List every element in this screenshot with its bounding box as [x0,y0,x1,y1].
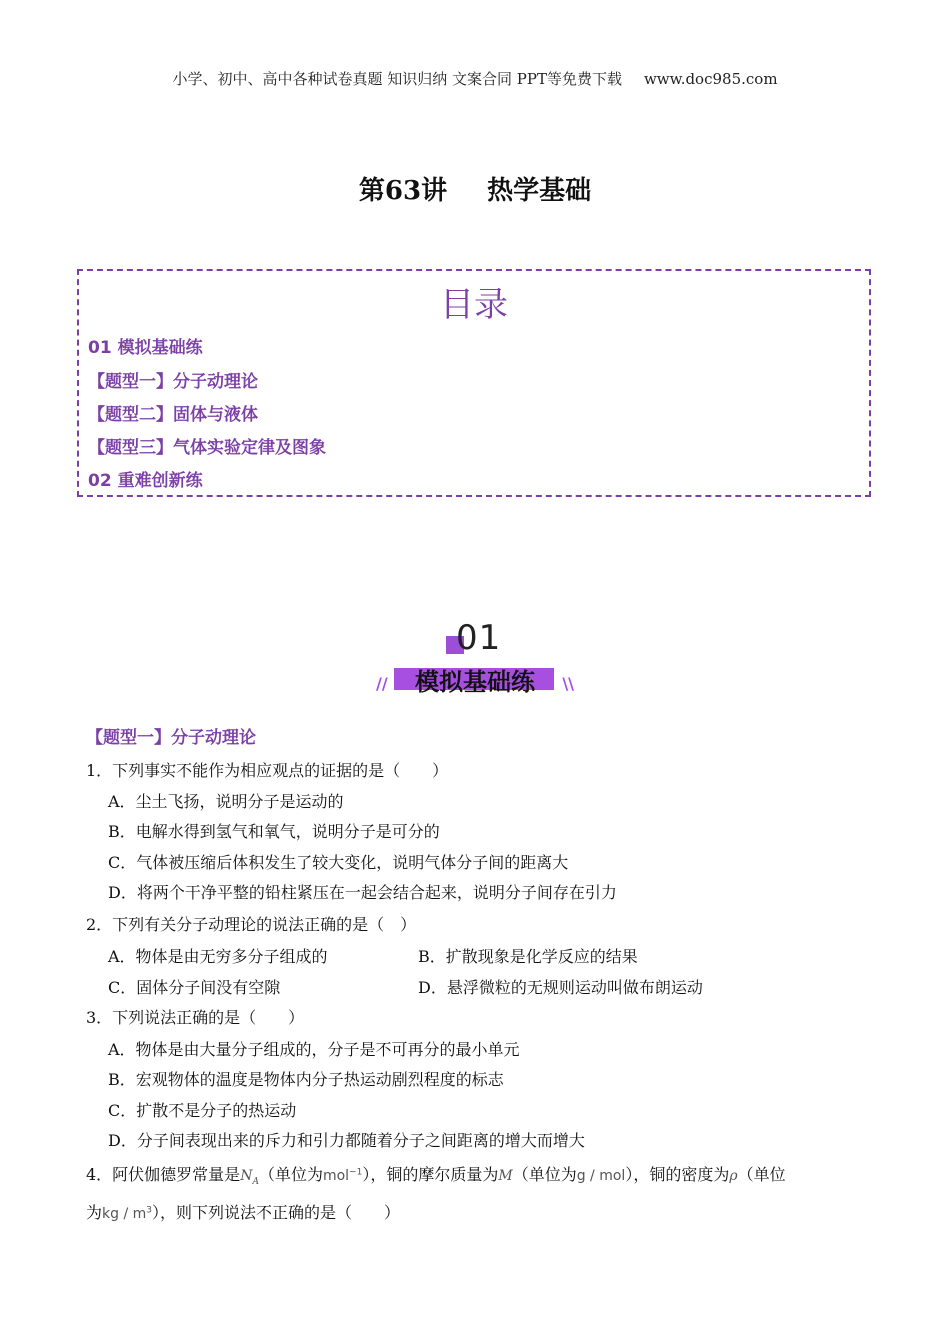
question-2-stem: 2．下列有关分子动理论的说法正确的是（ ） [86,915,417,934]
badge-label: 模拟基础练 [415,668,535,696]
page-header [0,68,950,89]
question-3-option-d: D．分子间表现出来的斥力和引力都随着分子之间距离的增大而增大 [108,1131,585,1150]
question-1-option-b: B．电解水得到氢气和氧气，说明分子是可分的 [108,822,440,841]
unit-mol-inverse: mol$^{-1}$ [322,1167,363,1184]
unit-g-per-mol: g / mol [576,1168,626,1184]
toc-item-type-1[interactable]: 【题型一】分子动理论 [88,372,258,392]
toc-item-type-3[interactable]: 【题型三】气体实验定律及图象 [88,438,326,458]
toc-item-advanced-practice[interactable]: 02 重难创新练 [88,471,203,491]
density-symbol: ρ [729,1168,738,1184]
page-title [0,170,950,207]
question-1-option-c: C．气体被压缩后体积发生了较大变化，说明气体分子间的距离大 [108,853,569,872]
unit-kg-per-m3: kg / $m^3$ [102,1205,152,1222]
question-2-option-a: A．物体是由无穷多分子组成的 [108,947,328,966]
question-3-stem: 3．下列说法正确的是（ ） [86,1008,305,1027]
toc-heading: 目录 [440,285,508,325]
question-2-option-b: B．扩散现象是化学反应的结果 [418,947,638,966]
question-2-option-c: C．固体分子间没有空隙 [108,978,281,997]
molar-mass-symbol: M [498,1168,513,1184]
header-text: 小学、初中、高中各种试卷真题 知识归纳 文案合同 PPT等免费下载 [172,70,622,88]
badge-slash-right: \\ [562,674,574,693]
table-of-contents [77,269,871,497]
lecture-number: 第63讲 [358,176,448,206]
question-3-option-a: A．物体是由大量分子组成的，分子是不可再分的最小单元 [108,1040,520,1059]
section-badge [370,618,580,698]
lecture-topic: 热学基础 [487,176,592,206]
question-1-option-a: A．尘土飞扬，说明分子是运动的 [108,792,344,811]
avogadro-symbol: $N_A$ [240,1168,259,1187]
question-4-stem-line-2: 为kg / $m^3$），则下列说法不正确的是（ ） [86,1203,401,1222]
question-4-stem-line-1: 4．阿伏伽德罗常量是$N_A$（单位为mol$^{-1}$），铜的摩尔质量为M（单位为g / mol），铜的密度为ρ（单位 [86,1165,786,1187]
question-2-option-d: D．悬浮微粒的无规则运动叫做布朗运动 [418,978,703,997]
toc-item-basic-practice[interactable]: 01 模拟基础练 [88,338,203,358]
badge-slash-left: // [376,674,388,693]
question-3-option-b: B．宏观物体的温度是物体内分子热运动剧烈程度的标志 [108,1070,504,1089]
header-url[interactable]: www.doc985.com [643,70,778,88]
question-1-option-d: D．将两个干净平整的铅柱紧压在一起会结合起来，说明分子间存在引力 [108,883,617,902]
question-1-stem: 1．下列事实不能作为相应观点的证据的是（ ） [86,761,449,780]
question-3-option-c: C．扩散不是分子的热运动 [108,1101,297,1120]
badge-number: 01 [456,618,502,658]
toc-item-type-2[interactable]: 【题型二】固体与液体 [88,405,258,425]
section-heading: 【题型一】分子动理论 [86,728,256,748]
